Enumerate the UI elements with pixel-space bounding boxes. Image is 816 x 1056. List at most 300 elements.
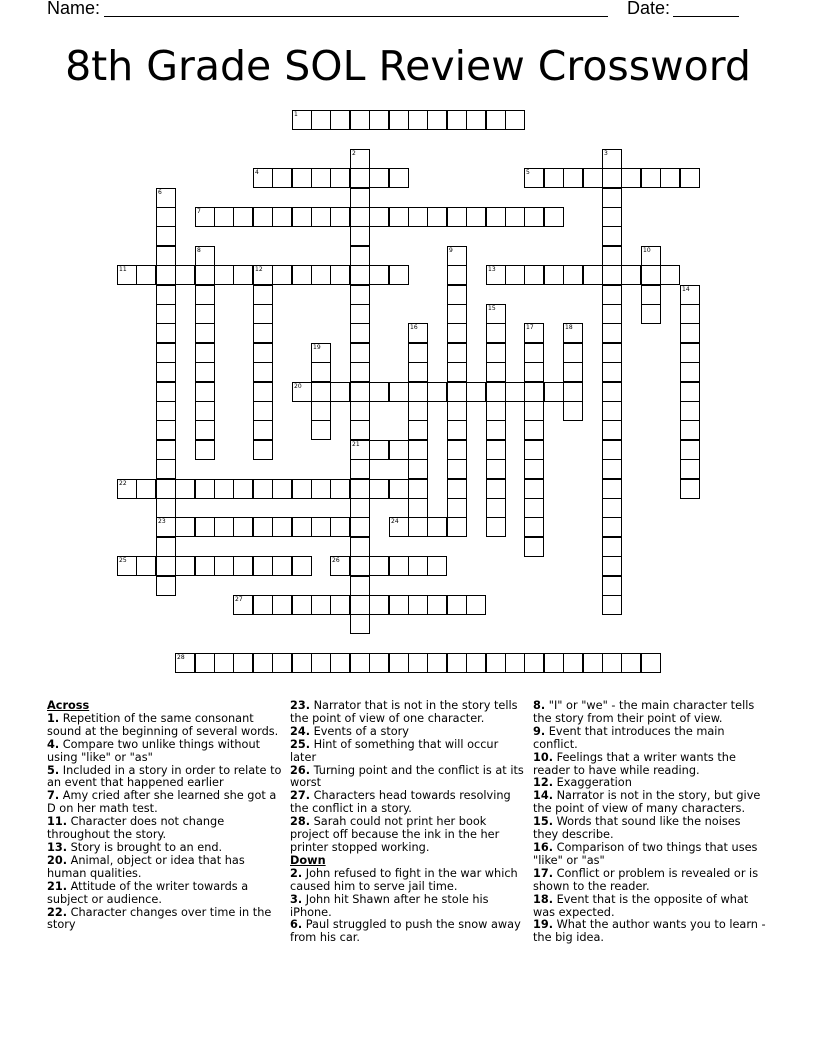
grid-cell[interactable] — [621, 653, 641, 673]
grid-cell[interactable] — [311, 362, 331, 382]
grid-cell[interactable] — [447, 440, 467, 460]
grid-cell[interactable] — [408, 420, 428, 440]
grid-cell[interactable] — [486, 479, 506, 499]
grid-cell[interactable] — [602, 304, 622, 324]
grid-cell[interactable] — [602, 440, 622, 460]
grid-cell[interactable] — [350, 498, 370, 518]
grid-cell[interactable] — [389, 382, 409, 402]
grid-cell[interactable] — [350, 188, 370, 208]
grid-cell[interactable] — [253, 420, 273, 440]
grid-cell[interactable] — [214, 517, 234, 537]
grid-cell[interactable] — [292, 168, 312, 188]
grid-cell[interactable] — [330, 168, 350, 188]
grid-cell[interactable] — [602, 285, 622, 305]
grid-cell[interactable] — [233, 595, 253, 615]
grid-cell[interactable] — [311, 382, 331, 402]
grid-cell[interactable] — [427, 207, 447, 227]
grid-cell[interactable] — [408, 479, 428, 499]
grid-cell[interactable] — [311, 479, 331, 499]
grid-cell[interactable] — [447, 479, 467, 499]
grid-cell[interactable] — [233, 517, 253, 537]
grid-cell[interactable] — [175, 479, 195, 499]
grid-cell[interactable] — [369, 265, 389, 285]
grid-cell[interactable] — [292, 556, 312, 576]
grid-cell[interactable] — [602, 556, 622, 576]
grid-cell[interactable] — [427, 517, 447, 537]
grid-cell[interactable] — [311, 595, 331, 615]
grid-cell[interactable] — [583, 653, 603, 673]
grid-cell[interactable] — [447, 362, 467, 382]
grid-cell[interactable] — [292, 595, 312, 615]
grid-cell[interactable] — [466, 207, 486, 227]
grid-cell[interactable] — [447, 420, 467, 440]
grid-cell[interactable] — [447, 110, 467, 130]
grid-cell[interactable] — [408, 207, 428, 227]
grid-cell[interactable] — [680, 382, 700, 402]
grid-cell[interactable] — [311, 420, 331, 440]
grid-cell[interactable] — [680, 343, 700, 363]
grid-cell[interactable] — [292, 479, 312, 499]
grid-cell[interactable] — [602, 420, 622, 440]
grid-cell[interactable] — [389, 110, 409, 130]
grid-cell[interactable] — [272, 479, 292, 499]
grid-cell[interactable] — [233, 653, 253, 673]
grid-cell[interactable] — [117, 479, 137, 499]
grid-cell[interactable] — [253, 323, 273, 343]
grid-cell[interactable] — [156, 265, 176, 285]
grid-cell[interactable] — [408, 517, 428, 537]
grid-cell[interactable] — [544, 382, 564, 402]
grid-cell[interactable] — [156, 362, 176, 382]
grid-cell[interactable] — [389, 265, 409, 285]
grid-cell[interactable] — [583, 265, 603, 285]
grid-cell[interactable] — [156, 459, 176, 479]
grid-cell[interactable] — [680, 420, 700, 440]
grid-cell[interactable] — [408, 498, 428, 518]
grid-cell[interactable] — [175, 265, 195, 285]
grid-cell[interactable] — [447, 343, 467, 363]
grid-cell[interactable] — [350, 168, 370, 188]
grid-cell[interactable] — [311, 110, 331, 130]
grid-cell[interactable] — [524, 265, 544, 285]
grid-cell[interactable] — [563, 382, 583, 402]
grid-cell[interactable] — [253, 556, 273, 576]
grid-cell[interactable] — [466, 595, 486, 615]
grid-cell[interactable] — [156, 285, 176, 305]
grid-cell[interactable] — [427, 110, 447, 130]
grid-cell[interactable] — [330, 653, 350, 673]
grid-cell[interactable] — [156, 188, 176, 208]
grid-cell[interactable] — [195, 285, 215, 305]
grid-cell[interactable] — [602, 479, 622, 499]
grid-cell[interactable] — [195, 440, 215, 460]
grid-cell[interactable] — [408, 382, 428, 402]
grid-cell[interactable] — [544, 207, 564, 227]
grid-cell[interactable] — [253, 343, 273, 363]
grid-cell[interactable] — [350, 401, 370, 421]
grid-cell[interactable] — [330, 595, 350, 615]
grid-cell[interactable] — [505, 207, 525, 227]
grid-cell[interactable] — [156, 440, 176, 460]
grid-cell[interactable] — [602, 517, 622, 537]
grid-cell[interactable] — [311, 343, 331, 363]
grid-cell[interactable] — [524, 401, 544, 421]
grid-cell[interactable] — [427, 556, 447, 576]
grid-cell[interactable] — [272, 556, 292, 576]
grid-cell[interactable] — [117, 556, 137, 576]
grid-cell[interactable] — [505, 110, 525, 130]
grid-cell[interactable] — [641, 304, 661, 324]
grid-cell[interactable] — [330, 110, 350, 130]
grid-cell[interactable] — [680, 323, 700, 343]
grid-cell[interactable] — [389, 595, 409, 615]
grid-cell[interactable] — [350, 362, 370, 382]
grid-cell[interactable] — [486, 459, 506, 479]
grid-cell[interactable] — [389, 479, 409, 499]
grid-cell[interactable] — [253, 304, 273, 324]
grid-cell[interactable] — [156, 576, 176, 596]
grid-cell[interactable] — [524, 343, 544, 363]
grid-cell[interactable] — [156, 382, 176, 402]
grid-cell[interactable] — [447, 246, 467, 266]
grid-cell[interactable] — [408, 343, 428, 363]
grid-cell[interactable] — [195, 420, 215, 440]
grid-cell[interactable] — [369, 556, 389, 576]
grid-cell[interactable] — [389, 517, 409, 537]
grid-cell[interactable] — [350, 440, 370, 460]
grid-cell[interactable] — [486, 110, 506, 130]
grid-cell[interactable] — [524, 382, 544, 402]
grid-cell[interactable] — [156, 537, 176, 557]
grid-cell[interactable] — [660, 168, 680, 188]
grid-cell[interactable] — [524, 498, 544, 518]
grid-cell[interactable] — [466, 653, 486, 673]
grid-cell[interactable] — [350, 323, 370, 343]
grid-cell[interactable] — [602, 149, 622, 169]
grid-cell[interactable] — [524, 440, 544, 460]
grid-cell[interactable] — [253, 517, 273, 537]
grid-cell[interactable] — [447, 459, 467, 479]
grid-cell[interactable] — [389, 556, 409, 576]
grid-cell[interactable] — [156, 246, 176, 266]
grid-cell[interactable] — [369, 382, 389, 402]
grid-cell[interactable] — [175, 653, 195, 673]
grid-cell[interactable] — [253, 401, 273, 421]
grid-cell[interactable] — [214, 556, 234, 576]
grid-cell[interactable] — [195, 323, 215, 343]
grid-cell[interactable] — [272, 517, 292, 537]
grid-cell[interactable] — [408, 556, 428, 576]
grid-cell[interactable] — [350, 149, 370, 169]
grid-cell[interactable] — [447, 207, 467, 227]
grid-cell[interactable] — [486, 401, 506, 421]
grid-cell[interactable] — [602, 265, 622, 285]
grid-cell[interactable] — [156, 498, 176, 518]
grid-cell[interactable] — [621, 168, 641, 188]
grid-cell[interactable] — [233, 265, 253, 285]
grid-cell[interactable] — [156, 401, 176, 421]
grid-cell[interactable] — [563, 362, 583, 382]
grid-cell[interactable] — [408, 595, 428, 615]
grid-cell[interactable] — [408, 110, 428, 130]
grid-cell[interactable] — [292, 382, 312, 402]
grid-cell[interactable] — [311, 168, 331, 188]
grid-cell[interactable] — [486, 498, 506, 518]
grid-cell[interactable] — [486, 382, 506, 402]
grid-cell[interactable] — [350, 207, 370, 227]
grid-cell[interactable] — [447, 517, 467, 537]
grid-cell[interactable] — [602, 246, 622, 266]
grid-cell[interactable] — [253, 479, 273, 499]
grid-cell[interactable] — [156, 343, 176, 363]
grid-cell[interactable] — [486, 304, 506, 324]
grid-cell[interactable] — [389, 653, 409, 673]
grid-cell[interactable] — [350, 226, 370, 246]
grid-cell[interactable] — [350, 246, 370, 266]
grid-cell[interactable] — [524, 207, 544, 227]
grid-cell[interactable] — [350, 479, 370, 499]
grid-cell[interactable] — [641, 285, 661, 305]
grid-cell[interactable] — [136, 265, 156, 285]
grid-cell[interactable] — [680, 401, 700, 421]
grid-cell[interactable] — [272, 653, 292, 673]
grid-cell[interactable] — [233, 479, 253, 499]
grid-cell[interactable] — [156, 323, 176, 343]
grid-cell[interactable] — [292, 265, 312, 285]
grid-cell[interactable] — [330, 207, 350, 227]
grid-cell[interactable] — [214, 479, 234, 499]
grid-cell[interactable] — [253, 265, 273, 285]
grid-cell[interactable] — [369, 168, 389, 188]
grid-cell[interactable] — [680, 459, 700, 479]
grid-cell[interactable] — [350, 304, 370, 324]
grid-cell[interactable] — [350, 576, 370, 596]
grid-cell[interactable] — [427, 595, 447, 615]
grid-cell[interactable] — [524, 362, 544, 382]
grid-cell[interactable] — [544, 168, 564, 188]
grid-cell[interactable] — [350, 614, 370, 634]
grid-cell[interactable] — [253, 440, 273, 460]
grid-cell[interactable] — [369, 440, 389, 460]
grid-cell[interactable] — [369, 110, 389, 130]
grid-cell[interactable] — [350, 420, 370, 440]
grid-cell[interactable] — [311, 265, 331, 285]
grid-cell[interactable] — [505, 653, 525, 673]
grid-cell[interactable] — [330, 265, 350, 285]
grid-cell[interactable] — [311, 207, 331, 227]
grid-cell[interactable] — [486, 207, 506, 227]
grid-cell[interactable] — [602, 188, 622, 208]
grid-cell[interactable] — [156, 517, 176, 537]
grid-cell[interactable] — [214, 265, 234, 285]
grid-cell[interactable] — [195, 362, 215, 382]
grid-cell[interactable] — [602, 459, 622, 479]
grid-cell[interactable] — [447, 653, 467, 673]
grid-cell[interactable] — [350, 459, 370, 479]
grid-cell[interactable] — [311, 401, 331, 421]
grid-cell[interactable] — [292, 653, 312, 673]
grid-cell[interactable] — [602, 362, 622, 382]
grid-cell[interactable] — [330, 382, 350, 402]
grid-cell[interactable] — [447, 498, 467, 518]
grid-cell[interactable] — [544, 653, 564, 673]
grid-cell[interactable] — [602, 323, 622, 343]
grid-cell[interactable] — [680, 440, 700, 460]
grid-cell[interactable] — [156, 207, 176, 227]
grid-cell[interactable] — [602, 576, 622, 596]
grid-cell[interactable] — [505, 265, 525, 285]
grid-cell[interactable] — [272, 168, 292, 188]
grid-cell[interactable] — [175, 517, 195, 537]
grid-cell[interactable] — [253, 382, 273, 402]
grid-cell[interactable] — [350, 110, 370, 130]
grid-cell[interactable] — [486, 323, 506, 343]
grid-cell[interactable] — [233, 207, 253, 227]
grid-cell[interactable] — [563, 265, 583, 285]
grid-cell[interactable] — [136, 479, 156, 499]
grid-cell[interactable] — [292, 207, 312, 227]
grid-cell[interactable] — [427, 653, 447, 673]
grid-cell[interactable] — [272, 207, 292, 227]
grid-cell[interactable] — [311, 653, 331, 673]
grid-cell[interactable] — [233, 556, 253, 576]
grid-cell[interactable] — [253, 595, 273, 615]
grid-cell[interactable] — [602, 382, 622, 402]
grid-cell[interactable] — [408, 653, 428, 673]
grid-cell[interactable] — [641, 265, 661, 285]
grid-cell[interactable] — [195, 207, 215, 227]
grid-cell[interactable] — [369, 479, 389, 499]
grid-cell[interactable] — [544, 265, 564, 285]
grid-cell[interactable] — [350, 537, 370, 557]
grid-cell[interactable] — [195, 479, 215, 499]
grid-cell[interactable] — [524, 168, 544, 188]
grid-cell[interactable] — [195, 653, 215, 673]
grid-cell[interactable] — [330, 517, 350, 537]
grid-cell[interactable] — [214, 653, 234, 673]
grid-cell[interactable] — [253, 362, 273, 382]
grid-cell[interactable] — [350, 556, 370, 576]
grid-cell[interactable] — [447, 595, 467, 615]
grid-cell[interactable] — [602, 537, 622, 557]
grid-cell[interactable] — [330, 479, 350, 499]
grid-cell[interactable] — [408, 323, 428, 343]
grid-cell[interactable] — [195, 246, 215, 266]
grid-cell[interactable] — [621, 265, 641, 285]
grid-cell[interactable] — [680, 479, 700, 499]
grid-cell[interactable] — [680, 285, 700, 305]
grid-cell[interactable] — [602, 168, 622, 188]
grid-cell[interactable] — [389, 168, 409, 188]
grid-cell[interactable] — [563, 401, 583, 421]
grid-cell[interactable] — [602, 207, 622, 227]
grid-cell[interactable] — [524, 420, 544, 440]
grid-cell[interactable] — [583, 168, 603, 188]
grid-cell[interactable] — [253, 168, 273, 188]
grid-cell[interactable] — [195, 556, 215, 576]
grid-cell[interactable] — [524, 653, 544, 673]
grid-cell[interactable] — [602, 343, 622, 363]
grid-cell[interactable] — [524, 459, 544, 479]
grid-cell[interactable] — [350, 382, 370, 402]
grid-cell[interactable] — [524, 537, 544, 557]
grid-cell[interactable] — [369, 653, 389, 673]
grid-cell[interactable] — [272, 265, 292, 285]
grid-cell[interactable] — [117, 265, 137, 285]
grid-cell[interactable] — [292, 517, 312, 537]
grid-cell[interactable] — [447, 304, 467, 324]
grid-cell[interactable] — [156, 479, 176, 499]
grid-cell[interactable] — [602, 226, 622, 246]
grid-cell[interactable] — [602, 401, 622, 421]
grid-cell[interactable] — [563, 323, 583, 343]
grid-cell[interactable] — [660, 265, 680, 285]
grid-cell[interactable] — [524, 323, 544, 343]
grid-cell[interactable] — [350, 517, 370, 537]
grid-cell[interactable] — [330, 556, 350, 576]
grid-cell[interactable] — [195, 401, 215, 421]
grid-cell[interactable] — [505, 382, 525, 402]
grid-cell[interactable] — [369, 207, 389, 227]
grid-cell[interactable] — [156, 556, 176, 576]
grid-cell[interactable] — [641, 246, 661, 266]
grid-cell[interactable] — [136, 556, 156, 576]
grid-cell[interactable] — [214, 207, 234, 227]
grid-cell[interactable] — [350, 343, 370, 363]
grid-cell[interactable] — [253, 207, 273, 227]
grid-cell[interactable] — [524, 517, 544, 537]
grid-cell[interactable] — [680, 304, 700, 324]
grid-cell[interactable] — [602, 595, 622, 615]
grid-cell[interactable] — [447, 285, 467, 305]
grid-cell[interactable] — [272, 595, 292, 615]
grid-cell[interactable] — [408, 362, 428, 382]
grid-cell[interactable] — [156, 226, 176, 246]
grid-cell[interactable] — [486, 517, 506, 537]
grid-cell[interactable] — [408, 440, 428, 460]
grid-cell[interactable] — [447, 382, 467, 402]
grid-cell[interactable] — [466, 110, 486, 130]
grid-cell[interactable] — [641, 653, 661, 673]
grid-cell[interactable] — [253, 653, 273, 673]
grid-cell[interactable] — [680, 168, 700, 188]
grid-cell[interactable] — [389, 207, 409, 227]
grid-cell[interactable] — [195, 382, 215, 402]
grid-cell[interactable] — [195, 343, 215, 363]
grid-cell[interactable] — [195, 304, 215, 324]
grid-cell[interactable] — [466, 382, 486, 402]
grid-cell[interactable] — [350, 265, 370, 285]
grid-cell[interactable] — [195, 517, 215, 537]
grid-cell[interactable] — [350, 595, 370, 615]
grid-cell[interactable] — [408, 459, 428, 479]
grid-cell[interactable] — [253, 285, 273, 305]
grid-cell[interactable] — [292, 110, 312, 130]
grid-cell[interactable] — [486, 343, 506, 363]
grid-cell[interactable] — [602, 653, 622, 673]
grid-cell[interactable] — [563, 343, 583, 363]
grid-cell[interactable] — [524, 479, 544, 499]
grid-cell[interactable] — [447, 265, 467, 285]
grid-cell[interactable] — [389, 440, 409, 460]
grid-cell[interactable] — [427, 382, 447, 402]
grid-cell[interactable] — [350, 285, 370, 305]
grid-cell[interactable] — [156, 420, 176, 440]
grid-cell[interactable] — [486, 265, 506, 285]
grid-cell[interactable] — [641, 168, 661, 188]
grid-cell[interactable] — [563, 653, 583, 673]
grid-cell[interactable] — [602, 498, 622, 518]
